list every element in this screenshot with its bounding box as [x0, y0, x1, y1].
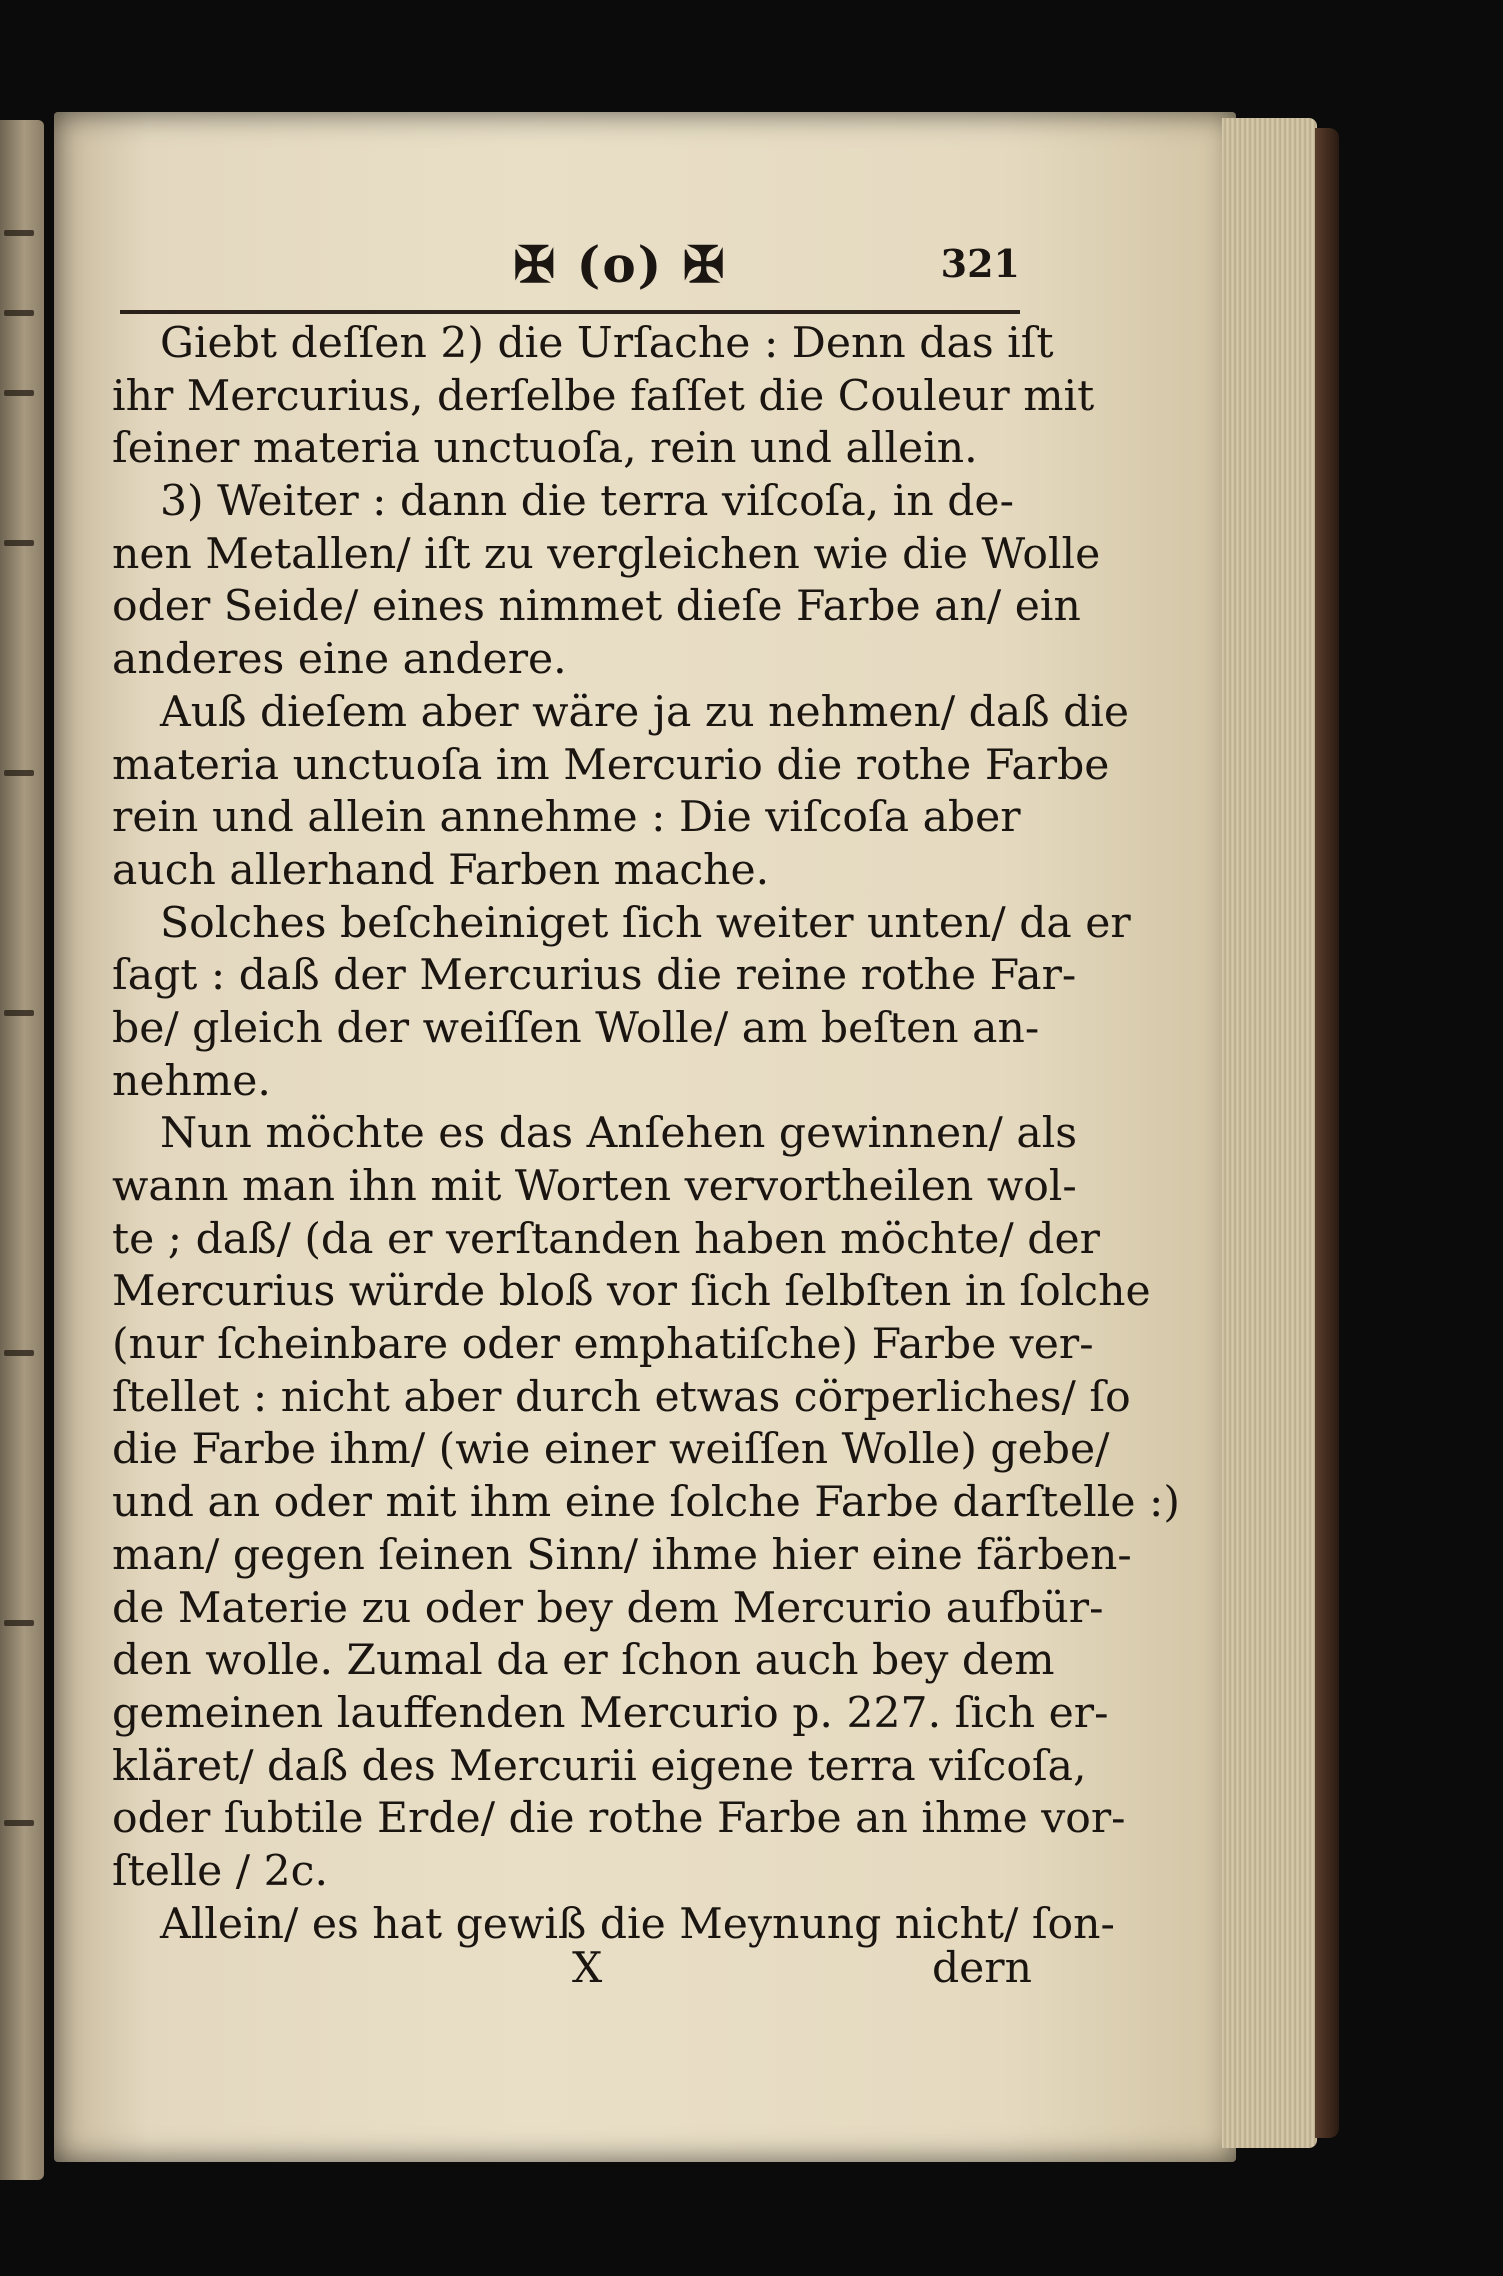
text-line: auch allerhand Farben mache.	[112, 845, 770, 895]
text-line: Nun möchte es das Anſehen gewinnen/ als	[160, 1109, 1078, 1159]
text-line: man/ gegen ſeinen Sinn/ ihme hier eine färben-	[112, 1530, 1132, 1580]
text-line: Auß dieſem aber wäre ja zu nehmen/ daß die	[160, 687, 1130, 737]
facing-page-mark	[4, 1010, 34, 1016]
signature-mark: X	[572, 1944, 603, 1993]
text-line: de Materie zu oder bey dem Mercurio aufbür-	[112, 1583, 1104, 1633]
facing-page-mark	[4, 310, 34, 316]
text-line: die Farbe ihm/ (wie einer weiſſen Wolle) gebe/	[112, 1425, 1110, 1475]
running-header	[120, 235, 1020, 295]
text-line: rein und allein annehme : Die viſcoſa aber	[112, 793, 1021, 843]
facing-page-mark	[4, 1350, 34, 1356]
text-line: (nur ſcheinbare oder emphatiſche) Farbe ver-	[112, 1320, 1094, 1370]
text-line: gemeinen lauffenden Mercurio p. 227. ſich er-	[112, 1688, 1109, 1738]
facing-page-mark	[4, 540, 34, 546]
header-ornament: ✠ (o) ✠	[513, 235, 727, 294]
text-line: ſtelle / 2c.	[112, 1846, 328, 1896]
facing-page-mark	[4, 1620, 34, 1626]
facing-page-mark	[4, 230, 34, 236]
text-line: ihr Mercurius, derſelbe faſſet die Couleur mit	[112, 371, 1095, 421]
facing-page-mark	[4, 770, 34, 776]
text-line: ſtellet : nicht aber durch etwas cörperliches/ ſo	[112, 1372, 1131, 1422]
text-line: te ; daß/ (da er verſtanden haben möchte/ der	[112, 1214, 1100, 1264]
text-line: wann man ihn mit Worten vervortheilen wol-	[112, 1162, 1077, 1211]
text-line: anderes eine andere.	[112, 635, 567, 685]
header-rule	[120, 310, 1020, 314]
text-line: Allein/ es hat gewiß die Meynung nicht/ ſon-	[160, 1899, 1115, 1949]
facing-page-edge	[0, 120, 44, 2180]
text-line: Giebt deſſen 2) die Urſache : Denn das iſt	[160, 319, 1054, 368]
text-line: 3) Weiter : dann die terra viſcoſa, in de-	[160, 477, 1014, 527]
text-line: nen Metallen/ iſt zu vergleichen wie die Wolle	[112, 529, 1101, 579]
text-line: ſeiner materia unctuoſa, rein und allein.	[112, 424, 978, 474]
text-line: ſagt : daß der Mercurius die reine rothe Far-	[112, 951, 1077, 1001]
catchword: dern	[931, 1944, 1032, 1993]
text-line: und an oder mit ihm eine ſolche Farbe darſtelle :)	[112, 1478, 1180, 1528]
page-footer	[112, 1944, 1032, 1996]
body-text	[112, 318, 1180, 1951]
text-line: Solches beſcheiniget ſich weiter unten/ da er	[160, 898, 1131, 948]
page-number: 321	[940, 241, 1020, 286]
facing-page-mark	[4, 1820, 34, 1826]
text-line: den wolle. Zumal da er ſchon auch bey dem	[112, 1636, 1055, 1686]
text-line: oder ſubtile Erde/ die rothe Farbe an ihme vor-	[112, 1794, 1126, 1844]
text-line: materia unctuoſa im Mercurio die rothe Farbe	[112, 740, 1110, 790]
text-line: Mercurius würde bloß vor ſich ſelbſten in ſolche	[112, 1267, 1151, 1317]
text-line: nehme.	[112, 1056, 271, 1106]
facing-page-mark	[4, 390, 34, 396]
text-line: oder Seide/ eines nimmet dieſe Farbe an/ ein	[112, 582, 1081, 632]
text-line: kläret/ daß des Mercurii eigene terra viſcoſa,	[112, 1741, 1087, 1791]
text-line: be/ gleich der weiſſen Wolle/ am beſten an-	[112, 1003, 1040, 1053]
page-edges	[1222, 118, 1317, 2148]
